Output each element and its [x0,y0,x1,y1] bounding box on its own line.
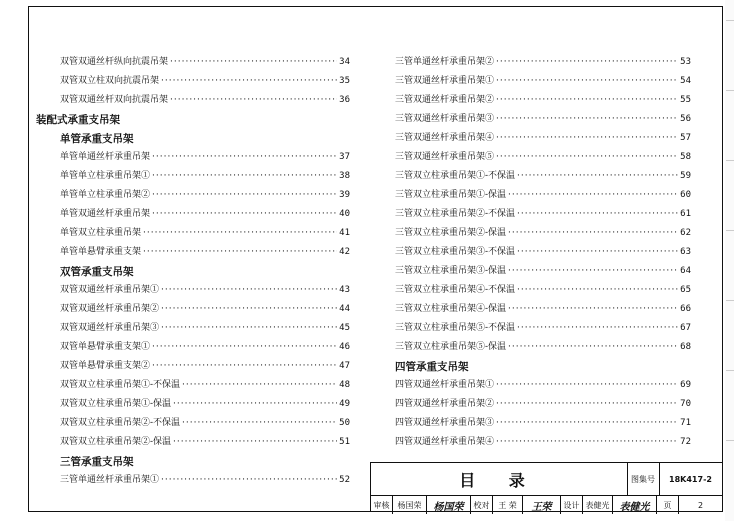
dot-leader [517,323,678,333]
toc-entry-page: 50 [339,418,350,428]
toc-section-heading: 三管承重支吊架 [60,456,134,468]
toc-entry-title: 双管双立柱双向抗震吊架 [60,76,160,86]
toc-entry-page: 69 [680,380,691,390]
dot-leader [152,209,337,219]
toc-entry-page: 64 [680,266,691,276]
edge-tab-mark [726,370,734,405]
toc-entry-title: 单管单悬臂承重支架 [60,247,142,257]
toc-entry-title: 三管双立柱承重吊架②-保温 [395,228,507,238]
dot-leader [161,285,337,295]
dot-leader [161,475,337,485]
edge-tab-mark [726,160,734,195]
atlas-number-value: 18K417-2 [669,474,712,484]
toc-entry-page: 54 [680,76,691,86]
toc-entry-page: 51 [339,437,350,447]
dot-leader [496,76,678,86]
toc-entry-page: 72 [680,437,691,447]
toc-entry[interactable] [395,206,691,225]
toc-entry-title: 四管双通丝杆承重吊架③ [395,418,495,428]
toc-entry[interactable] [60,320,350,339]
toc-entry-title: 单管单立柱承重吊架① [60,171,151,181]
toc-entry-page: 60 [680,190,691,200]
toc-entry[interactable] [395,282,691,301]
dot-leader [152,361,337,371]
dot-leader [517,285,678,295]
toc-entry-page: 34 [339,57,350,67]
toc-entry-page: 35 [339,76,350,86]
title-block-top-row [371,463,723,495]
toc-entry-page: 58 [680,152,691,162]
toc-entry-page: 36 [339,95,350,105]
dot-leader [508,190,678,200]
toc-entry[interactable] [60,358,350,377]
dot-leader [496,380,678,390]
dot-leader [173,399,337,409]
toc-entry-page: 47 [339,361,350,371]
toc-entry-title: 三管双立柱承重吊架①-保温 [395,190,507,200]
toc-entry-page: 41 [339,228,350,238]
toc-entry-title: 三管双立柱承重吊架③-保温 [395,266,507,276]
dot-leader [161,304,337,314]
toc-entry-page: 45 [339,323,350,333]
toc-entry-page: 68 [680,342,691,352]
dot-leader [496,437,678,447]
edge-tab-mark [726,440,734,475]
dot-leader [152,152,337,162]
toc-entry[interactable] [395,377,691,396]
toc-entry[interactable] [395,225,691,244]
reviewer-name: 杨国荣 [393,496,427,514]
checker-signature: 王荣 [523,496,561,514]
dot-leader [496,418,678,428]
toc-entry[interactable] [395,73,691,92]
dot-leader [170,95,337,105]
toc-entry[interactable] [60,301,350,320]
dot-leader [508,304,678,314]
dot-leader [496,114,678,124]
toc-entry-title: 三管单通丝杆承重吊架② [395,57,495,67]
dot-leader [496,133,678,143]
toc-entry[interactable] [60,206,350,225]
toc-entry-title: 三管双立柱承重吊架③-不保温 [395,247,516,257]
toc-entry[interactable] [395,92,691,111]
dot-leader [496,152,678,162]
title-block [370,462,723,512]
toc-entry[interactable] [395,434,691,453]
toc-entry[interactable] [60,396,350,415]
toc-chapter-heading: 装配式承重支吊架 [36,114,120,126]
dot-leader [508,342,678,352]
dot-leader [517,209,678,219]
dot-leader [170,57,337,67]
page-label: 页 [657,496,679,514]
dot-leader [508,266,678,276]
toc-entry-page: 59 [680,171,691,181]
dot-leader [173,437,337,447]
page-number: 2 [697,500,704,510]
toc-entry-page: 52 [339,475,350,485]
toc-entry-title: 三管双立柱承重吊架②-不保温 [395,209,516,219]
toc-entry[interactable] [60,149,350,168]
toc-entry-page: 49 [339,399,350,409]
toc-section-heading: 四管承重支吊架 [395,361,469,373]
review-label: 审核 [371,496,393,514]
toc-entry-title: 三管双通丝杆承重吊架② [395,95,495,105]
dot-leader [143,228,337,238]
toc-left-column [36,54,350,491]
dot-leader [161,323,337,333]
toc-entry-page: 57 [680,133,691,143]
toc-entry-title: 三管双立柱承重吊架⑤-不保温 [395,323,516,333]
dot-leader [496,57,678,67]
toc-entry-page: 65 [680,285,691,295]
dot-leader [161,76,337,86]
toc-entry-title: 三管双立柱承重吊架⑤-保温 [395,342,507,352]
design-label: 设计 [561,496,583,514]
toc-entry-title: 双管双立柱承重吊架②-不保温 [60,418,181,428]
toc-entry-page: 56 [680,114,691,124]
designer-name: 表健光 [583,496,613,514]
dot-leader [152,171,337,181]
toc-entry[interactable] [60,168,350,187]
title-block-signature-row [371,495,723,514]
toc-entry-title: 双管双立柱承重吊架①-保温 [60,399,172,409]
toc-entry-title: 三管双通丝杆承重吊架③ [395,114,495,124]
toc-entry[interactable] [60,187,350,206]
toc-entry-title: 四管双通丝杆承重吊架② [395,399,495,409]
toc-entry-page: 61 [680,209,691,219]
toc-entry[interactable] [60,282,350,301]
toc-entry[interactable] [60,339,350,358]
dot-leader [182,380,337,390]
toc-entry-page: 67 [680,323,691,333]
toc-entry[interactable] [60,225,350,244]
dot-leader [152,342,337,352]
dot-leader [152,190,337,200]
toc-entry-page: 70 [680,399,691,409]
toc-entry-title: 四管双通丝杆承重吊架① [395,380,495,390]
toc-entry[interactable] [395,301,691,320]
toc-entry[interactable] [395,111,691,130]
edge-tab-mark [726,20,734,55]
toc-entry-title: 三管双通丝杆承重吊架④ [395,133,495,143]
toc-entry[interactable] [60,415,350,434]
toc-entry[interactable] [395,415,691,434]
toc-entry-page: 42 [339,247,350,257]
toc-entry-page: 44 [339,304,350,314]
toc-entry[interactable] [395,263,691,282]
dot-leader [496,95,678,105]
toc-entry[interactable] [60,244,350,263]
toc-entry-title: 三管双立柱承重吊架④-保温 [395,304,507,314]
toc-entry[interactable] [60,73,350,92]
toc-entry-title: 三管双通丝杆承重吊架① [395,76,495,86]
toc-entry-page: 37 [339,152,350,162]
toc-entry-title: 三管双立柱承重吊架①-不保温 [395,171,516,181]
toc-entry-page: 38 [339,171,350,181]
toc-entry-title: 单管双立柱承重吊架 [60,228,142,238]
dot-leader [496,399,678,409]
toc-entry[interactable] [60,434,350,453]
toc-entry[interactable] [60,92,350,111]
dot-leader [182,418,337,428]
dot-leader [517,171,678,181]
toc-entry-title: 单管单立柱承重吊架② [60,190,151,200]
dot-leader [143,247,337,257]
toc-section-heading: 双管承重支吊架 [60,266,134,278]
toc-entry-title: 双管双通丝杆双向抗震吊架 [60,95,169,105]
toc-entry-page: 43 [339,285,350,295]
toc-entry[interactable] [60,54,350,73]
reviewer-signature: 杨国荣 [427,496,471,514]
toc-entry-title: 单管单通丝杆承重吊架 [60,152,151,162]
toc-entry[interactable] [395,339,691,358]
atlas-number-label: 图集号 [627,463,660,495]
toc-entry-title: 双管双通丝杆纵向抗震吊架 [60,57,169,67]
toc-entry-page: 71 [680,418,691,428]
toc-entry-title: 三管双立柱承重吊架④-不保温 [395,285,516,295]
toc-entry-title: 双管双通丝杆承重吊架③ [60,323,160,333]
toc-entry[interactable] [395,187,691,206]
dot-leader [517,247,678,257]
toc-entry-page: 62 [680,228,691,238]
toc-entry[interactable] [395,244,691,263]
toc-entry-page: 53 [680,57,691,67]
toc-entry-title: 三管双通丝杆承重吊架⑤ [395,152,495,162]
toc-entry-page: 66 [680,304,691,314]
toc-right-column [395,54,691,453]
toc-entry-page: 55 [680,95,691,105]
toc-entry[interactable] [395,54,691,73]
toc-entry[interactable] [395,320,691,339]
toc-entry-title: 四管双通丝杆承重吊架④ [395,437,495,447]
toc-entry-title: 三管单通丝杆承重吊架① [60,475,160,485]
edge-tab-mark [726,230,734,265]
toc-section-heading: 单管承重支吊架 [60,133,134,145]
toc-entry-title: 双管双立柱承重吊架②-保温 [60,437,172,447]
toc-entry-page: 63 [680,247,691,257]
toc-entry[interactable] [60,472,350,491]
toc-entry-page: 40 [339,209,350,219]
dot-leader [508,228,678,238]
toc-entry[interactable] [395,130,691,149]
edge-tab-mark [726,300,734,335]
toc-entry-page: 39 [339,190,350,200]
checker-name: 王 荣 [493,496,523,514]
check-label: 校对 [471,496,493,514]
toc-entry[interactable] [395,149,691,168]
toc-entry-title: 双管双通丝杆承重吊架② [60,304,160,314]
toc-entry-page: 48 [339,380,350,390]
toc-entry-title: 双管单悬臂承重支架② [60,361,151,371]
toc-entry-title: 双管双通丝杆承重吊架① [60,285,160,295]
edge-tab-mark [726,90,734,125]
toc-entry[interactable] [395,396,691,415]
toc-entry[interactable] [395,168,691,187]
catalog-title: 目 录 [371,463,628,495]
toc-entry[interactable] [60,377,350,396]
toc-entry-page: 46 [339,342,350,352]
toc-entry-title: 双管双立柱承重吊架①-不保温 [60,380,181,390]
toc-entry-title: 单管双通丝杆承重吊架 [60,209,151,219]
toc-entry-title: 双管单悬臂承重支架① [60,342,151,352]
designer-signature: 表健光 [613,496,657,514]
